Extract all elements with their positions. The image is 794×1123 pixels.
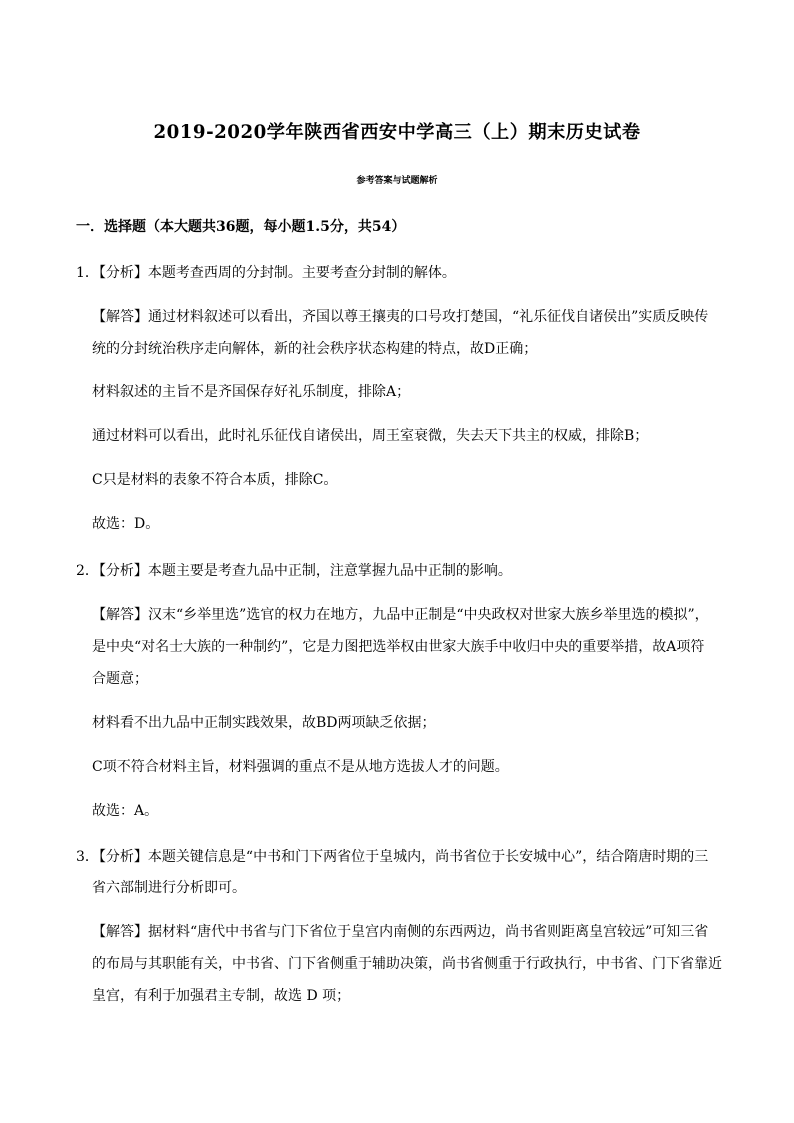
section-heading: 一．选择题（本大题共36题，每小题1.5分，共54） bbox=[76, 219, 406, 235]
q1-answer-line-1 bbox=[92, 306, 708, 326]
q2-choice: 故选：A。 bbox=[92, 803, 159, 819]
q1-answer-text-1: 通过材料叙述可以看出，齐国以尊王攘夷的口号攻打楚国，“礼乐征伐自诸侯出”实质反映传 bbox=[148, 309, 709, 325]
q2-answer-text-1: 汉末“乡举里选”选官的权力在地方，九品中正制是“中央政权对世家大族乡举里选的模拟”， bbox=[148, 607, 709, 623]
q2-analysis-text: 本题主要是考查九品中正制，注意掌握九品中正制的影响。 bbox=[147, 563, 512, 579]
q2-para-2: C项不符合材料主旨，材料强调的重点不是从地方选拔人才的问题。 bbox=[92, 759, 509, 775]
q1-analysis bbox=[76, 262, 456, 282]
q2-analysis-tag: 【分析】 bbox=[98, 563, 148, 579]
q3-number: 3． bbox=[76, 849, 99, 865]
q3-answer-line-2: 的布局与其职能有关，中书省、门下省侧重于辅助决策，尚书省侧重于行政执行，中书省、门下省靠近 bbox=[92, 956, 722, 972]
q3-answer-line-3: 皇宫，有利于加强君主专制，故选 D 项； bbox=[92, 988, 351, 1004]
q1-answer-line-2: 统的分封统治秩序走向解体，新的社会秩序状态构建的特点，故D正确； bbox=[92, 341, 538, 357]
q2-para-1: 材料看不出九品中正制实践效果，故BD两项缺乏依据； bbox=[92, 715, 436, 731]
q2-analysis bbox=[76, 560, 512, 580]
q2-answer-line-2: 是中央“对名士大族的一种制约”，它是力图把选举权由世家大族手中收归中央的重要举措，故A项符 bbox=[92, 639, 705, 655]
q3-analysis-line-2: 省六部制进行分析即可。 bbox=[92, 880, 246, 896]
q3-analysis bbox=[76, 846, 708, 866]
q3-answer-tag: 【解答】 bbox=[92, 924, 148, 940]
q1-analysis-text: 本题考查西周的分封制。主要考查分封制的解体。 bbox=[147, 265, 456, 281]
page-title: 2019-2020学年陕西省西安中学高三（上）期末历史试卷 bbox=[153, 122, 641, 143]
q2-number: 2． bbox=[76, 563, 99, 579]
q1-answer-tag: 【解答】 bbox=[92, 309, 148, 325]
q3-analysis-tag: 【分析】 bbox=[98, 849, 148, 865]
q1-choice: 故选：D。 bbox=[92, 516, 160, 532]
q2-answer-line-3: 合题意； bbox=[92, 671, 148, 687]
q3-answer-line-1 bbox=[92, 921, 708, 941]
q3-analysis-text-1: 本题关键信息是“中书和门下两省位于皇城内，尚书省位于长安城中心”，结合隋唐时期的三 bbox=[147, 849, 709, 865]
q2-answer-line-1 bbox=[92, 604, 709, 624]
q1-analysis-tag: 【分析】 bbox=[98, 265, 148, 281]
q1-para-3: C只是材料的表象不符合本质，排除C。 bbox=[92, 472, 338, 488]
q2-answer-tag: 【解答】 bbox=[92, 607, 148, 623]
page-subtitle: 参考答案与试题解析 bbox=[356, 176, 438, 186]
q1-para-2: 通过材料可以看出，此时礼乐征伐自诸侯出，周王室衰微，失去天下共主的权威，排除B； bbox=[92, 428, 649, 444]
q1-para-1: 材料叙述的主旨不是齐国保存好礼乐制度，排除A； bbox=[92, 384, 411, 400]
q3-answer-text-1: 据材料“唐代中书省与门下省位于皇宫内南侧的东西两边，尚书省则距离皇宫较远”可知三省 bbox=[148, 924, 709, 940]
q1-number: 1． bbox=[76, 265, 99, 281]
